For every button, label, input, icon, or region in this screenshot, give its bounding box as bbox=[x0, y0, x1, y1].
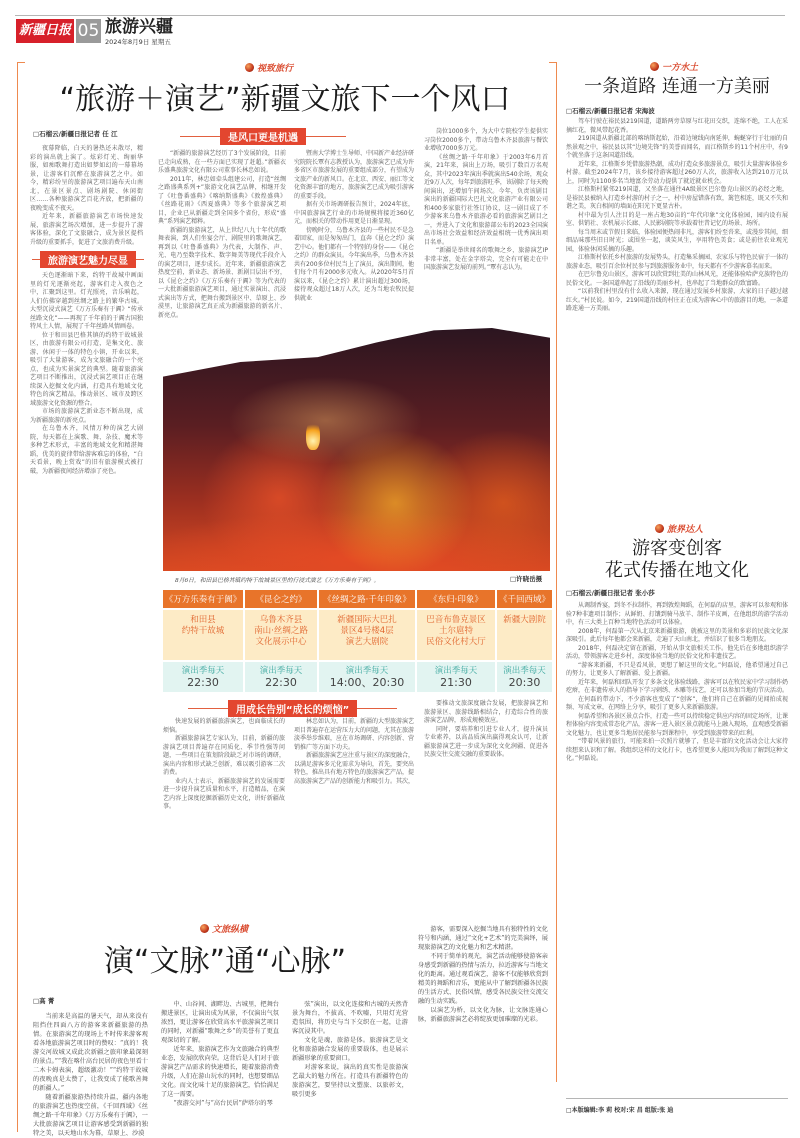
paragraph: 不同于简单的观光，演艺活动能够使游客亲身感受到新疆的热情与活力，拉近游客与当地文化的距离。通过观看演艺，游客不仅能够欣赏到精美的舞蹈和音乐，更能从中了解到新疆各民族的生活方式、民俗风情，感受各民族交往交流交融的生动实践。 bbox=[418, 953, 548, 1005]
paragraph: 近年来，江格斯乡凭借旅游热潮，成功打造众多旅游景点，吸引大量游客体验乡村游。截至2024年7月，该乡接待游客超过260万人次，旅游收入达到210万元以上，同时为1100多名当地富余劳动力提供了就近就业机会。 bbox=[566, 160, 789, 185]
paragraph: 村中最为引人注目的是一座占地30亩的“年代印象”文化体验园，园内设有展室、供销社、农机展示长廊、人民影剧院等承载着往昔记忆的场景、场所。 bbox=[566, 211, 788, 227]
show-season: 演出季每天 bbox=[503, 666, 546, 676]
photo-caption: 8月6日，和田县巴格其镇约特干故城景区里的行浸式演艺《万方乐奏有于阗》。 bbox=[175, 578, 380, 584]
lead-column-4b bbox=[424, 700, 548, 882]
lead-headline: “旅游＋演艺”新疆文旅下一个风口 bbox=[59, 82, 511, 117]
paragraph: 新疆旅游演艺应注重与景区的深度融合，以满足游客多元化需求为导向，首先，要突出特色，推出具有地方特色的旅游演艺产品，提高旅游演艺产品的创新能力和吸引力。其次， bbox=[294, 752, 415, 785]
section-title: 旅游兴疆 bbox=[105, 17, 173, 37]
column-tag-commentary: 文旅纵横 bbox=[200, 922, 248, 935]
paragraph: 要推动文旅深度融合发展，把旅游演艺和旅游景区、旅游线路相结合，打造综合性的旅游演艺品牌，形成规模效应。 bbox=[424, 700, 548, 724]
paragraph: 2008年，何磊第一次从北京来新疆旅游，就被这里的美景和多彩的民族文化深深吸引。此后每年他都会来新疆，走遍了天山南北，并结识了很多当地朋友。 bbox=[566, 627, 788, 643]
venue-line: 土尔扈特 bbox=[438, 626, 473, 636]
venue-line: 约特干故城 bbox=[181, 626, 225, 636]
commentary-column-1 bbox=[33, 1012, 148, 1137]
venue-line: 新疆大剧院 bbox=[503, 615, 546, 625]
story1-byline: □石榴云/新疆日报记者 宋海波 bbox=[566, 107, 655, 115]
lead-column-1b bbox=[30, 272, 143, 882]
story1-headline: 一条道路 连通一方美丽 bbox=[584, 76, 770, 97]
show-venue bbox=[319, 610, 415, 660]
paragraph: “带着风景的旅行，可能来拍一次照片就够了，但是丰富的文化活动会让大家持续想来认识和了解。我组织这样的文化打卡，也希望更多人能因为我而了解到这种文化。”何磊说。 bbox=[566, 738, 789, 762]
performance-photo bbox=[163, 328, 550, 571]
paragraph: 从调制香宴，到冬不拉制作，再到敦煌舞蹈，在何磊的店里，游客可以参观和体验7种非遗项目制作；从鲜奶、打馕到骑马放羊、制作羊皮画，在他组织的游学活动中，有三大类上百种当地特色活动可以体验。 bbox=[566, 602, 789, 626]
paragraph: 2018年，何磊决定留在新疆，开始从事文旅相关工作。他先后在多地组织游学活动，带领游客走进乡村，深度体验当地的民俗文化和非遗技艺。 bbox=[566, 644, 788, 660]
venue-line: 景区4号楼4层 bbox=[340, 626, 394, 636]
paragraph: “新疆的旅游演艺经历了3个发展阶段，目前已走向成熟，在一些方面已实现了赶超。”新疆衣乐盛典旅游文化有限公司董事长林忠如说。 bbox=[158, 150, 286, 174]
show-venue-row bbox=[163, 610, 552, 660]
paragraph: 天色逐渐暗下来，约特干故城中画面里的灯光逐渐亮起，游客们走入夜色之中，汇聚到这里。灯光照亮，音乐响起，人们仿佛穿越到丝绸之路上的繁华古城。大型沉浸式演艺《万方乐奏有于阗》“传承丝路文化”——再现了千年前的于阗古国独特风土人情，展现了千年丝路风情画卷。 bbox=[30, 272, 143, 330]
paragraph: 林忠如认为，目前，新疆的大型旅游演艺项目普遍存在运营压力大的问题，尤其在旅游淡季举步维艰，应在市场调研、内容创新、营销推广等方面下功夫。 bbox=[294, 718, 415, 751]
show-venue bbox=[417, 610, 495, 660]
subhead-opportunity: 是风口更是机遇 bbox=[180, 128, 346, 145]
footer-rule bbox=[566, 1098, 788, 1099]
lead-column-1 bbox=[30, 145, 143, 247]
show-venue bbox=[245, 610, 317, 660]
paragraph: 同时，要培养和引进专业人才，提升演员专业素养，以高品质演出赢得观众认可，让新疆旅游演艺进一步成为深化文化润疆、促进各民族交往交流交融的重要载体。 bbox=[424, 725, 548, 758]
story2-body bbox=[566, 602, 788, 1090]
show-time-row bbox=[163, 662, 552, 692]
paragraph: 位于和田县巴格其镇的约特干故城景区，由旅游有限公司打造，是集文化、旅游、休闲于一体的特色小镇，开业以来，吸引了大量游客，成为文旅融合的一个亮点，也成为实景演艺的典型。随着旅游演艺项目不断推出，沉浸式演艺项目正在继续深入挖掘文化内涵，打造具有地域文化特色的演艺精品，推动景区、城市及跨区域旅游文化资源的整合。 bbox=[30, 331, 143, 407]
show-venue bbox=[163, 610, 243, 660]
paragraph: 以演艺为桥，以文化为脉，让文脉连通心脉，新疆旅游演艺必将绽放更加璀璨的光彩。 bbox=[418, 1007, 548, 1023]
paragraph: 中、山谷间、湖畔边、古城里，把舞台搬进景区，让演出成为风景，不仅演出气氛浓烈，更让游客在欣赏高水平旅游演艺项目的同时，对新疆“歌舞之乡”的美誉有了更直观深切的了解。 bbox=[161, 1001, 279, 1044]
lead-column-3 bbox=[294, 150, 414, 322]
show-time bbox=[245, 662, 317, 692]
paragraph: 近年来，何磊和团队开发了多条文化体验线路，游客可以在牧民家中学习制作奶疙瘩，在非遗传承人的指导下学习刺绣、木雕等技艺，还可以参加当地的节庆活动。 bbox=[566, 678, 789, 694]
paragraph: 快速发展的新疆旅游演艺，也面临成长的烦恼。 bbox=[163, 718, 285, 734]
show-time-value: 22:30 bbox=[265, 676, 297, 689]
story2-headline-line1: 游客变创客 bbox=[632, 538, 722, 559]
top-rule bbox=[15, 15, 785, 16]
show-schedule-table bbox=[161, 588, 554, 694]
paragraph: 傍晚时分，乌鲁木齐县的一些村民不是急着回家，而是匆匆出门，直奔《昆仑之约》演艺中心。他们都有一个特别的身份——《昆仑之约》的群众演员。今年演出季，乌鲁木齐县共有200多位村民当上了演员，演出期间，他们每个月有2000多元收入。从2020年5月首演以来，《昆仑之约》累计演出超过300场，接待观众超过18万人次，还为当地农牧民提供就业 bbox=[294, 226, 415, 302]
frame-right-tick bbox=[549, 62, 556, 63]
paragraph: “夜游交河”与“高台民居”萨塔尔的琴 bbox=[173, 1100, 273, 1107]
paragraph: 据有关市场调研报告预计，2024年底，中国旅游演艺行业的市场规模将接近360亿元，而相关的带动作用更是日渐显现。 bbox=[294, 201, 414, 225]
paragraph: 江格斯村紧邻219国道，又坐落在通往4A级景区巴尔鲁克山景区的必经之地，是裕民县被纳入打造乡村游的村子之一，村中房屋错落有致，篱笆相连，既又不失和谐之美，灰白相间的墙面在阳光下更显古朴。 bbox=[566, 186, 789, 210]
venue-line: 新疆国际大巴扎 bbox=[337, 615, 397, 625]
paragraph: 在巴尔鲁克山景区，游客可以欣赏到壮美的山林风光，还能体验哈萨克族特色的民俗文化。一条国道串起了沿线的美丽乡村，也串起了当地群众的致富路。 bbox=[566, 271, 789, 287]
paragraph: 在何磊的带动下，不少游客也变成了“创客”，他们将自己在新疆的见闻拍成视频、写成文章，在网络上分享，吸引了更多人来新疆旅游。 bbox=[566, 695, 788, 711]
paragraph: “以前我们村里没有什么收入来源，现在通过发展乡村旅游，大家的日子越过越红火。”村民说。如今，219国道沿线的村庄正在成为游客心中的旅游目的地，一条道路连通一方美丽。 bbox=[566, 288, 788, 312]
venue-line: 文化展示中心 bbox=[255, 637, 307, 647]
paragraph: 每当周末或节假日来临，体验园便热闹非凡，游客们纷至沓来，或漫步其间，细细品味那些旧日时光；或围坐一起，谈笑风生，享用特色美食；或是前往农业观光园，体验休闲采摘的乐趣。 bbox=[566, 228, 789, 253]
paragraph: 近年来，新疆旅游演艺市场快速发展，旅游演艺场次增加，进一步提升了游客体验，深化了文旅融合，成为景区提档升级的重要抓手，促进了文旅消费升级。 bbox=[30, 213, 143, 246]
frame-left-tick bbox=[17, 62, 25, 63]
paragraph: 游客，需要深入挖掘当地具有独特性的文化符号和内涵，通过“文化+艺术”的完美演绎，展现旅游演艺的文化魅力和艺术精湛。 bbox=[418, 926, 548, 951]
commentary-byline: □高 菁 bbox=[33, 997, 55, 1005]
commentary-column-4 bbox=[418, 925, 548, 1132]
subhead-charm: 旅游演艺魅力尽显 bbox=[32, 251, 144, 268]
newspaper-logo: 新疆日报 bbox=[16, 19, 74, 43]
paragraph: 随着新疆旅游热持续升温，疆内各地的旅游演艺也热度空前，《千回西域》《丝绸之路·千年印象》《万方乐奏有于阗》，一大批旅游演艺项目让游客感受到新疆的独特之美，以天地山水为幕，草原上、沙漠 bbox=[33, 1094, 148, 1137]
venue-line: 巴音布鲁克景区 bbox=[426, 615, 486, 625]
show-title: 《昆仑之约》 bbox=[245, 590, 317, 608]
column-tag-story1: 一方水土 bbox=[650, 60, 698, 73]
tag-dot-icon bbox=[200, 924, 209, 933]
subhead-growth: 用成长告别“成长的烦恼” bbox=[188, 700, 397, 717]
story2-headline-line2: 花式传播在地文化 bbox=[605, 560, 749, 581]
show-title-row bbox=[163, 590, 552, 608]
tag-dot-icon bbox=[650, 62, 659, 71]
venue-line: 民俗文化村大厅 bbox=[426, 637, 486, 647]
show-time-value: 20:30 bbox=[508, 676, 541, 689]
paragraph: 对游客来说，演出的真实性是旅游演艺最大的魅力所在。打造具有新疆特色的旅游演艺，要坚持以文塑旅、以旅彰文，吸引更多 bbox=[292, 1064, 408, 1098]
show-time-value: 21:30 bbox=[440, 676, 472, 689]
show-time bbox=[319, 662, 415, 692]
show-title: 《丝绸之路·千年印象》 bbox=[319, 590, 415, 608]
column-tag-story2: 旅界达人 bbox=[655, 522, 703, 535]
show-season: 演出季每天 bbox=[345, 666, 389, 676]
show-season: 演出季每天 bbox=[434, 666, 478, 676]
page-number: 05 bbox=[77, 21, 100, 41]
venue-line: 南山·丝绸之路 bbox=[254, 626, 308, 636]
paragraph: “新疆是举世闻名的歌舞之乡，旅游演艺IP非常丰富，处在金字塔尖，完全有可能走在中国旅游演艺发展的前列。”覃有志认为。 bbox=[424, 247, 548, 271]
lead-byline: □石榴云/新疆日报记者 任 江 bbox=[33, 130, 118, 138]
paragraph: 夜幕降临，白天的暑热还未散尽，精彩的演出就上演了。炫彩灯光、绚丽华服，如痴歌舞打造出如梦如幻的一幕幕场景，让游客们沉醉在旅游演艺之中。如今，精彩纷呈的旅游演艺项目遍布天山南北，在景区景点、剧场剧院、休闲街区……各种旅游演艺百花齐放，把新疆的夜晚变成不夜天。 bbox=[30, 145, 143, 212]
lead-column-3b bbox=[294, 718, 414, 882]
paragraph: 何磊希望和各景区景点合作，打造一些可以持续稳定供应内容的固定场所，让课程体验内容变成常态化产品，游客一进入景区景点就能马上融入现场，直观感受新疆文化魅力，也让更多当地居民能参与到课程中，享受到旅游带来的红利。 bbox=[566, 712, 789, 737]
commentary-headline: 演“文脉”通“心脉” bbox=[103, 944, 347, 979]
paragraph: 江格斯村依托乡村旅游的发展势头，打造集采摘园、农家乐与特色民宿于一体的旅游业态，吸引百余位村民参与到旅游服务业中，每天都有不少游客慕名而来。 bbox=[566, 254, 789, 270]
show-time-value: 22:30 bbox=[187, 676, 219, 689]
paragraph: 219国道从新疆北部的喀纳斯起始，沿着边境线向南延伸，蜿蜒穿行于壮丽的自然景观之中，裕民县以其“边境先锋”的美誉而闻名，而江格斯乡的11个村庄中，有9个就坐落于这条国道沿线。 bbox=[566, 135, 788, 159]
frame-divider bbox=[556, 62, 557, 1082]
paragraph: 弦”演出，以文化连接和古城的天然背景为舞台，不拔高、不吹嘘，只用灯光营造氛围，将历史与当下交织在一起，让游客沉浸其中。 bbox=[292, 1001, 408, 1035]
paragraph: 岗位1000多个，为大中专院校学生提供实习岗位2000多个，带动乌鲁木齐县旅游与餐饮业增收7000多万元。 bbox=[424, 128, 548, 152]
story1-body bbox=[566, 118, 788, 510]
column-tag-lead: 视致旅行 bbox=[245, 61, 293, 74]
commentary-column-3 bbox=[292, 1000, 408, 1132]
paragraph: 市场的旅游演艺新业态不断出现，成为新疆旅游的新亮点。 bbox=[30, 408, 143, 424]
show-title: 《千回西域》 bbox=[497, 590, 552, 608]
show-time bbox=[417, 662, 495, 692]
lead-column-2b bbox=[163, 718, 285, 882]
show-time bbox=[497, 662, 552, 692]
lead-column-2 bbox=[158, 150, 286, 322]
page-credits: □本版编辑:李 莉 校对:宋 昌 组版:张 迪 bbox=[566, 1107, 674, 1114]
show-season: 演出季每天 bbox=[259, 666, 303, 676]
venue-line: 演艺大剧院 bbox=[345, 637, 389, 647]
show-venue bbox=[497, 610, 552, 660]
paragraph: 近年来，旅游演艺作为文旅融合的典型业态，发展欣欣向荣。这背后是人们对于旅游演艺产品需求的快速增长，随着旅游消费升级，人们在游山玩水的同时，也想要细品文化。而文化味十足的旅游演艺，恰恰满足了这一需要。 bbox=[161, 1046, 279, 1098]
venue-line: 和田县 bbox=[190, 615, 216, 625]
paragraph: “游客来新疆，不只是看风景，更想了解这里的文化。”何磊说，他希望通过自己的努力，让更多人了解新疆、爱上新疆。 bbox=[566, 661, 788, 677]
tag-dot-icon bbox=[245, 63, 254, 72]
paragraph: 在乌鲁木齐，风情万种的演艺大剧院，每天都在上演歌、舞、杂技、魔术等多种艺术形式，丰富的地域文化和精湛舞蹈，优美的旋律带给游客难忘的体验，“白天看景，晚上赏戏”的旧有旅游模式被打破，为新疆夜间经济增添了亮色。 bbox=[30, 425, 143, 475]
issue-date: 2024年8月9日 星期五 bbox=[105, 38, 171, 46]
show-time-value: 14:00、20:30 bbox=[329, 676, 405, 689]
show-title: 《东归·印象》 bbox=[417, 590, 495, 608]
show-time bbox=[163, 662, 243, 692]
paragraph: 新疆的旅游演艺，从上世纪八九十年代的歌舞表演，到人们坐宴会厅、剧院里的歌舞演艺，再到以《吐鲁番盛典》为代表，大制作、声、光、电乃至数字技术、数字舞美等现代手段介入的演艺项目，逐步成长。近年来，新疆旅游演艺热度空前，新业态、新场景、新剧目层出不穷，以《昆仑之约》《万方乐奏有于阗》等为代表的一大批新疆旅游演艺项目，通过实景演出、沉浸式演出等方式，把舞台搬到景区中、草原上、沙漠里，让旅游演艺真正成为新疆旅游的新名片、新亮点。 bbox=[158, 226, 286, 319]
lead-column-4 bbox=[424, 128, 548, 314]
show-season: 演出季每天 bbox=[181, 666, 225, 676]
paragraph: 2011年，林忠如牵头组建公司，打造“丝绸之路盛典系列+”旅游文化演艺品牌，相继开发了《吐鲁番盛典》《喀纳斯盛典》《敦煌盛典》《丝路花雨》《西夏盛典》等多个旅游演艺项目，企业已从新疆走到全国多个省份，形成“盛典”系列演艺精粹。 bbox=[158, 175, 286, 225]
tag-dot-icon bbox=[655, 524, 664, 533]
paragraph: 新疆旅游演艺专家认为，目前，新疆的旅游演艺项目普遍存在同质化、季节性强等问题，一些项目在策划阶段缺乏对市场的调研，演出内容和形式缺乏创新，难以吸引游客二次消费。 bbox=[163, 735, 285, 776]
photo-credit: □许晓岳摄 bbox=[510, 575, 543, 583]
frame-left bbox=[17, 62, 18, 1132]
paragraph: 《丝绸之路·千年印象》于2003年6月首演，21年来，演出上万场，吸引了数百万名观众，其中2023年演出季就演出540余场，观众近9万人次，每年到旅游旺季，该剧除了每天晚间演出，还增加午间场次。今年，负责该剧目演出的新疆国际大巴扎文化旅游产业有限公司和400多家旅行社签订协议，这一剧目成了不少游客来乌鲁木齐旅游必看的旅游演艺剧目之一，并进入了文化和旅游部公布的2023全国演出市场社会效益和经济效益相统一优秀演出项目名单。 bbox=[424, 153, 548, 246]
paragraph: 驾车行驶在裕民县219国道，道路两旁草原与红花田交织，连绵不绝，工人在采摘红花，微风带起花香。 bbox=[566, 118, 788, 134]
paragraph: 当前来是高温的暑天气，却从来没有阻挡住四面八方的游客来新疆旅游的热情。在旅游演艺的现场上不时传来游客观看各地旅游演艺项目时的赞叹：“真的！我游交河故城又成此次新疆之旅印象最深刻的景点。”“我在喀什高台民居的夜色里看十二木卡姆表演，超级激动！”“约特干故城的夜晚真是太赞了，让我变成了能歌善舞的新疆人。” bbox=[33, 1013, 148, 1092]
show-title: 《万方乐奏有于阗》 bbox=[163, 590, 243, 608]
paragraph: 业内人士表示，新疆旅游演艺的发展需要进一步提升演艺质量和水平，打造精品，在演艺内容上深度挖掘新疆历史文化，讲好新疆故事。 bbox=[163, 777, 285, 810]
stage-fire-icon bbox=[306, 420, 320, 450]
commentary-column-2 bbox=[161, 1000, 279, 1132]
paragraph: 暨南大学博士生导师、中国新产业经济研究院院长覃有志教授认为，旅游演艺已成为许多省区市旅游发展的重要组成部分，有望成为文旅产业的新风口。在北京、西安、丽江等文化资源丰富的地方，旅游演艺已成为吸引游客的重要手段。 bbox=[294, 150, 415, 200]
venue-line: 乌鲁木齐县 bbox=[259, 615, 303, 625]
paragraph: 文化是魂，旅游是体。旅游演艺是文化和旅游融合发展的重要载体，也是展示新疆形象的重要窗口。 bbox=[292, 1037, 408, 1062]
story2-byline: □石榴云/新疆日报记者 张小莎 bbox=[566, 589, 655, 597]
